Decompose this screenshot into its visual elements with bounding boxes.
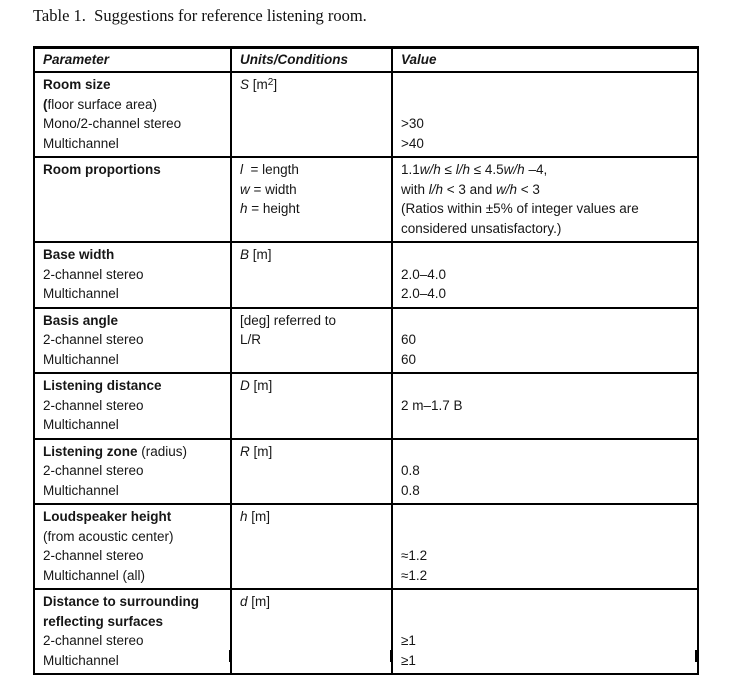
table-row-room-proportions	[34, 157, 698, 242]
table-row-listening-distance	[34, 373, 698, 439]
cell-line	[43, 95, 222, 115]
text-run: 60	[401, 332, 417, 347]
cell-line	[43, 265, 222, 285]
cell-line	[43, 631, 222, 651]
distance-to-reflecting-surfaces-parameter-cell	[34, 589, 231, 674]
table-row-distance-to-reflecting-surfaces	[34, 589, 698, 674]
basis-angle-units-cell	[231, 308, 392, 374]
cell-line	[43, 376, 222, 396]
text-run: h	[240, 509, 248, 524]
cell-line	[240, 311, 383, 331]
cell-line	[43, 415, 222, 435]
text-run: [m]	[249, 378, 273, 393]
column-header-parameter: Parameter	[34, 48, 231, 73]
text-run: 2.0–4.0	[401, 286, 447, 301]
cell-line	[43, 245, 222, 265]
cell-line	[401, 199, 689, 219]
cell-line	[43, 160, 222, 180]
text-run: B	[240, 247, 250, 262]
text-run: Multichannel	[43, 417, 119, 432]
cell-line	[43, 350, 222, 370]
cell-line	[43, 612, 222, 632]
cell-line	[401, 265, 689, 285]
listening-zone-parameter-cell	[34, 439, 231, 505]
text-run: w/h	[495, 181, 517, 197]
cell-line	[43, 481, 222, 501]
basis-angle-parameter-cell	[34, 308, 231, 374]
text-run: Loudspeaker height	[43, 509, 172, 524]
text-run: Multichannel	[43, 351, 119, 367]
loudspeaker-height-value-cell	[392, 504, 698, 589]
cell-line	[43, 566, 222, 586]
text-run: 0.8	[401, 482, 420, 498]
cell-line	[401, 284, 689, 304]
text-run: 0.8	[401, 463, 420, 478]
cell-line	[401, 612, 689, 632]
base-width-value-cell	[392, 242, 698, 308]
loudspeaker-height-parameter-cell	[34, 504, 231, 589]
column-header-units-conditions: Units/Conditions	[231, 48, 392, 73]
text-run: [m]	[249, 443, 273, 459]
column-header-value: Value	[392, 48, 698, 73]
cell-line	[43, 396, 222, 416]
cell-line	[240, 75, 383, 95]
text-run: Multichannel	[43, 135, 119, 151]
text-run: l/h	[455, 162, 470, 177]
room-size-parameter-cell	[34, 72, 231, 157]
text-run: Distance to surrounding	[43, 594, 200, 609]
cell-line	[401, 134, 689, 154]
text-run: (Ratios within ±5% of integer values are	[401, 201, 639, 216]
text-run: Multichannel	[43, 286, 119, 301]
text-run: Basis angle	[43, 312, 119, 328]
text-run: 2-channel stereo	[43, 548, 144, 563]
cell-line	[240, 245, 383, 265]
listening-distance-value-cell	[392, 373, 698, 439]
text-run: h	[240, 201, 248, 216]
text-run: L/R	[240, 332, 262, 347]
cell-line	[240, 160, 383, 180]
listening-distance-units-cell	[231, 373, 392, 439]
listening-zone-units-cell	[231, 439, 392, 505]
cell-line	[240, 442, 383, 462]
text-run: 2-channel stereo	[43, 463, 144, 478]
text-run: 2 m–1.7 B	[401, 397, 463, 413]
cell-line	[401, 95, 689, 115]
cell-line	[43, 527, 222, 547]
text-run: l/h	[428, 181, 444, 197]
column-divider-stub	[229, 650, 231, 662]
cell-line	[401, 396, 689, 416]
text-run: (from acoustic center)	[43, 528, 174, 544]
cell-line	[401, 180, 689, 200]
table-row-base-width	[34, 242, 698, 308]
cell-line	[43, 461, 222, 481]
table-left-border-stub	[33, 650, 35, 662]
cell-line	[401, 219, 689, 239]
column-divider-stub	[390, 650, 392, 662]
room-proportions-units-cell	[231, 157, 392, 242]
text-run: = height	[247, 201, 300, 216]
text-run: w	[240, 181, 250, 197]
cell-line	[401, 651, 689, 671]
reference-listening-room-table	[33, 46, 699, 675]
text-run: 2-channel stereo	[43, 266, 144, 282]
text-run: = width	[249, 181, 297, 197]
room-size-units-cell	[231, 72, 392, 157]
text-run: [m]	[247, 594, 271, 609]
room-proportions-parameter-cell	[34, 157, 231, 242]
table-caption: Table 1. Suggestions for reference listening room.	[33, 6, 367, 25]
text-run: [m]	[249, 247, 272, 262]
text-run: [m]	[247, 509, 271, 524]
cell-line	[43, 75, 222, 95]
cell-line	[43, 651, 222, 671]
header-row	[34, 48, 698, 73]
cell-line	[43, 592, 222, 612]
basis-angle-value-cell	[392, 308, 698, 374]
text-run: Listening zone	[43, 443, 138, 459]
text-run: 2.0–4.0	[401, 266, 447, 282]
text-run: ≈1.2	[401, 567, 428, 583]
cell-line	[401, 311, 689, 331]
cell-line	[240, 376, 383, 396]
cell-line	[43, 546, 222, 566]
text-run: Room proportions	[43, 162, 161, 177]
text-run: ≥1	[401, 652, 416, 668]
table-right-border-stub	[695, 650, 697, 662]
table-header	[34, 48, 698, 73]
cell-line	[401, 592, 689, 612]
loudspeaker-height-units-cell	[231, 504, 392, 589]
distance-to-reflecting-surfaces-value-cell	[392, 589, 698, 674]
text-run: = length	[243, 162, 299, 177]
cell-line	[240, 507, 383, 527]
text-run: (radius)	[137, 443, 188, 459]
cell-line	[401, 546, 689, 566]
text-run: ≤	[440, 162, 456, 177]
cell-line	[240, 592, 383, 612]
listening-zone-value-cell	[392, 439, 698, 505]
text-run: Mono/2-channel stereo	[43, 116, 182, 131]
text-run: ≈1.2	[401, 548, 428, 563]
text-run: 60	[401, 351, 417, 367]
text-run: Multichannel	[43, 652, 119, 668]
cell-line	[240, 330, 383, 350]
cell-line	[401, 461, 689, 481]
cell-line	[401, 376, 689, 396]
cell-line	[401, 75, 689, 95]
cell-line	[401, 507, 689, 527]
text-run: Multichannel (all)	[43, 567, 146, 583]
distance-to-reflecting-surfaces-units-cell	[231, 589, 392, 674]
cell-line	[401, 114, 689, 134]
text-run: d	[240, 594, 248, 609]
cell-line	[240, 199, 383, 219]
text-run: Room size	[43, 77, 111, 92]
text-run: considered unsatisfactory.)	[401, 220, 562, 236]
cell-line	[43, 330, 222, 350]
text-run: >30	[401, 116, 424, 131]
cell-line	[401, 566, 689, 586]
text-run: w/h	[503, 162, 525, 177]
base-width-units-cell	[231, 242, 392, 308]
cell-line	[43, 134, 222, 154]
text-run: 2-channel stereo	[43, 633, 144, 648]
cell-line	[401, 245, 689, 265]
cell-line	[43, 284, 222, 304]
cell-line	[43, 311, 222, 331]
text-run: 2-channel stereo	[43, 332, 144, 347]
text-run: w/h	[419, 162, 441, 177]
text-run: ≤ 4.5	[469, 162, 504, 177]
text-run: (	[43, 96, 48, 112]
room-size-value-cell	[392, 72, 698, 157]
table-row-listening-zone	[34, 439, 698, 505]
text-run: 2	[267, 77, 274, 88]
text-run: [deg] referred to	[240, 312, 337, 328]
text-run: –4,	[524, 162, 548, 177]
table-row-loudspeaker-height	[34, 504, 698, 589]
table-body	[34, 72, 698, 674]
table-row-room-size	[34, 72, 698, 157]
cell-line	[401, 160, 689, 180]
room-proportions-value-cell	[392, 157, 698, 242]
text-run: Listening distance	[43, 378, 162, 393]
cell-line	[240, 180, 383, 200]
cell-line	[401, 330, 689, 350]
text-run: Base width	[43, 247, 115, 262]
cell-line	[43, 442, 222, 462]
table-row-basis-angle	[34, 308, 698, 374]
text-run: R	[240, 443, 250, 459]
text-run: ]	[273, 77, 278, 92]
text-run: reflecting surfaces	[43, 613, 164, 629]
text-run: ≥1	[401, 633, 416, 648]
text-run: < 3	[516, 181, 540, 197]
text-run: 1.1	[401, 162, 420, 177]
text-run: 2-channel stereo	[43, 397, 144, 413]
cell-line	[43, 114, 222, 134]
cell-line	[401, 481, 689, 501]
cell-line	[401, 350, 689, 370]
text-run: floor surface area)	[47, 96, 158, 112]
base-width-parameter-cell	[34, 242, 231, 308]
cell-line	[401, 631, 689, 651]
cell-line	[401, 442, 689, 462]
cell-line	[401, 527, 689, 547]
text-run: with	[401, 181, 429, 197]
text-run: >40	[401, 135, 424, 151]
cell-line	[43, 507, 222, 527]
text-run: S	[240, 77, 250, 92]
text-run: Multichannel	[43, 482, 119, 498]
text-run: D	[240, 378, 250, 393]
text-run: [m	[249, 77, 268, 92]
listening-distance-parameter-cell	[34, 373, 231, 439]
text-run: < 3 and	[443, 181, 496, 197]
text-run: l	[240, 162, 243, 177]
